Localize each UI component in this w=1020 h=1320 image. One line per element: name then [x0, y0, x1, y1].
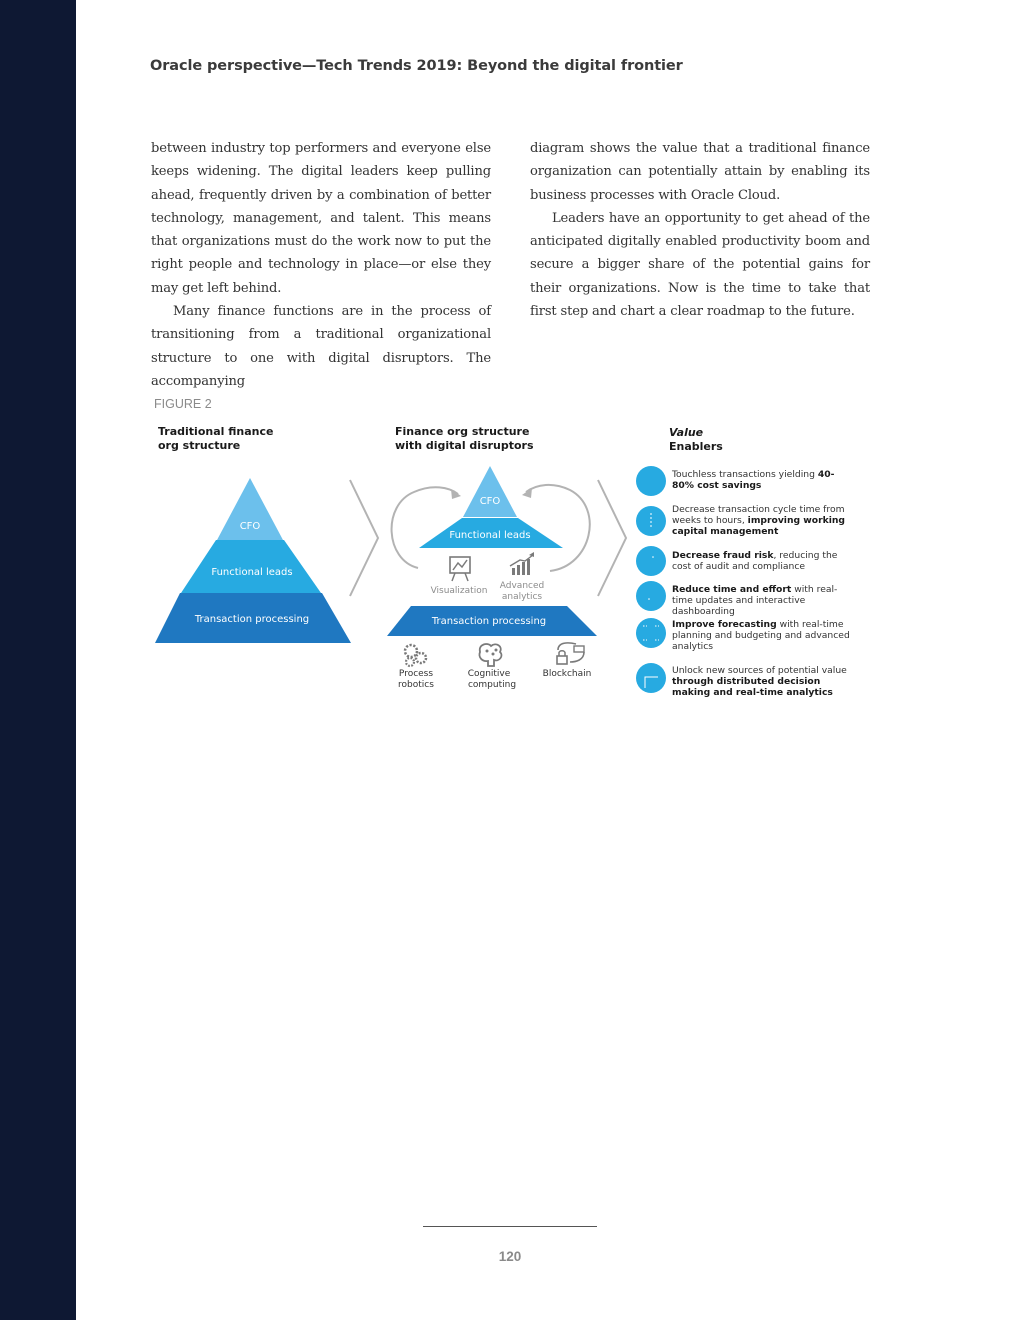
blockchain-icon [557, 643, 584, 664]
tool-label-cognitive-computing: computing [467, 680, 517, 690]
pyramid-label-transaction-processing: Transaction processing [194, 614, 310, 625]
title-line: Enablers [669, 440, 723, 453]
tool-label-process-robotics: robotics [398, 680, 434, 690]
pyramid-label-cfo: CFO [239, 521, 261, 532]
enabler-text-emphasis: Improve forecasting [672, 619, 777, 630]
enabler-text: Unlock new sources of potential value [672, 665, 847, 676]
tool-label-process-robotics: Process [398, 669, 434, 679]
paragraph: Leaders have an opportunity to get ahead of the anticipated digitally enabled productivity boom and secure a bigger share of the potential gains for their organizations. Now is the time to take that first step and chart a clear roadmap to the future. [530, 210, 870, 320]
decision-making-icon [636, 663, 666, 693]
paragraph: diagram shows the value that a traditional finance organization can potentially attain by enabling its business processes with Oracle Cloud. [530, 141, 870, 203]
forecasting-icon [636, 618, 666, 648]
value-enabler-item [672, 584, 854, 618]
paragraph: Many finance functions are in the process of transitioning from a traditional organizational structure to one with digital disruptors. The accompanying [151, 304, 491, 389]
enabler-text-emphasis: improving working capital management [672, 515, 845, 538]
value-enabler-item [672, 504, 854, 538]
enabler-text: Touchless transactions yielding [672, 469, 818, 480]
pyramid-level-cfo [463, 466, 517, 517]
cycle-time-icon [636, 506, 666, 536]
process-robotics-icon [405, 645, 426, 666]
pyramid-label-cfo: CFO [479, 496, 501, 507]
enabler-text: , reducing the cost of audit and compliance [672, 550, 838, 573]
enabler-text-emphasis: Decrease fraud risk [672, 550, 774, 561]
chevron-right-icon [598, 480, 626, 596]
page-number: 120 [498, 1249, 522, 1264]
tool-label-visualization: Visualization [430, 586, 488, 596]
enabler-text-emphasis: through distributed decision making and real-time analytics [672, 676, 833, 699]
pyramid-label-transaction-processing: Transaction processing [431, 616, 547, 627]
pyramid-label-functional-leads: Functional leads [211, 567, 293, 578]
arrowhead-icon [451, 489, 461, 499]
cognitive-computing-icon [479, 644, 501, 666]
advanced-analytics-icon [510, 552, 534, 575]
figure-label: FIGURE 2 [154, 397, 212, 411]
enabler-text: with real-time planning and budgeting and advanced analytics [672, 619, 850, 653]
tool-label-advanced-analytics: analytics [501, 592, 543, 602]
fraud-risk-icon [636, 546, 666, 576]
cycle-arrow-right-icon [526, 485, 590, 571]
value-enabler-item [672, 665, 854, 699]
value-enabler-item [672, 469, 854, 491]
title-line: org structure [158, 439, 241, 452]
visualization-icon [450, 557, 470, 581]
cost-savings-icon [636, 466, 666, 496]
running-header: Oracle perspective—Tech Trends 2019: Beyond the digital frontier [150, 58, 683, 74]
chevron-right-icon [350, 480, 378, 596]
title-line: Finance org structure [395, 425, 530, 438]
tool-label-cognitive-computing: Cognitive [467, 669, 511, 679]
paragraph: between industry top performers and everyone else keeps widening. The digital leaders keep pulling ahead, frequently driven by a combination of better technology, management, and talent. This means that organizations must do the work now to put the right people and technology in place—or else they may get left behind. [151, 141, 491, 296]
title-line: with digital disruptors [395, 439, 534, 452]
dashboard-icon [636, 581, 666, 611]
arrowhead-icon [522, 488, 532, 498]
enabler-text-emphasis: 40-80% cost savings [672, 469, 835, 492]
tool-label-blockchain: Blockchain [542, 669, 592, 679]
title-line: Traditional finance [158, 425, 274, 438]
value-enabler-item [672, 550, 854, 572]
pyramid-label-functional-leads: Functional leads [449, 530, 531, 541]
enabler-text: with real-time updates and interactive dashboarding [672, 584, 838, 618]
enabler-text-emphasis: Reduce time and effort [672, 584, 792, 595]
footer-divider [423, 1226, 597, 1227]
tool-label-advanced-analytics: Advanced [499, 581, 545, 591]
cycle-arrow-left-icon [392, 487, 458, 568]
enabler-text: Decrease transaction cycle time from weeks to hours, [672, 504, 845, 527]
title-line: Value [669, 426, 704, 439]
value-enabler-item [672, 619, 854, 653]
